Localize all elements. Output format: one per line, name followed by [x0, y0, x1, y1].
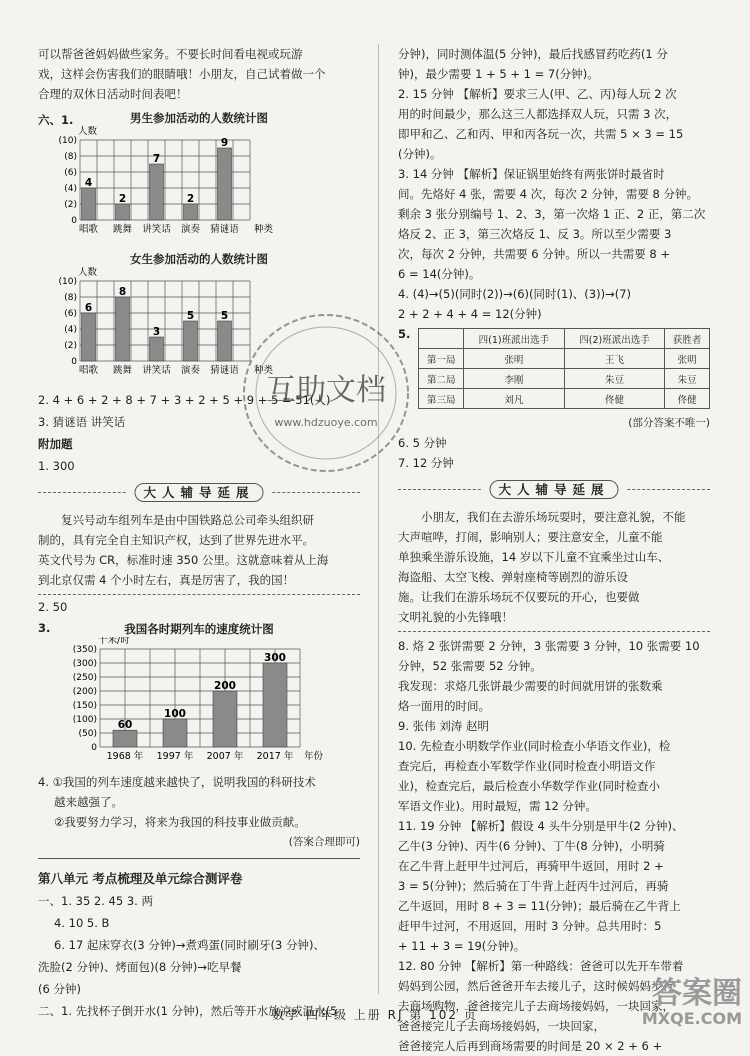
bonus-label: 附加题	[38, 437, 73, 451]
y-tick-label: (10)	[58, 136, 77, 146]
right-column	[398, 44, 710, 1056]
answer-12-line-3: 去商场购物，爸爸接完儿子去商场接妈妈，一块回家，	[398, 999, 674, 1013]
bar	[263, 663, 287, 747]
bar-value-label: 5	[186, 310, 195, 322]
answer-4-line-2: 2 + 2 + 4 + 4 = 12(分钟)	[398, 307, 542, 321]
table-cell: 张明	[665, 349, 710, 369]
table-cell: 朱豆	[665, 369, 710, 389]
x-tick-label: 2017 年	[256, 751, 294, 762]
bar	[184, 204, 198, 220]
bonus-3-label: 3.	[38, 621, 51, 635]
y-tick-label: (4)	[64, 184, 77, 194]
banner1-text-3: 英文代号为 CR，标准时速 350 公里。这就意味着从上海	[38, 553, 329, 567]
chart-train-speed	[38, 637, 338, 769]
table-header-cell: 四(2)班派出选手	[564, 329, 665, 349]
x-tick-label: 跳舞	[112, 224, 133, 235]
answer-2-line-4: (分钟)。	[398, 147, 442, 161]
bonus-4-line-1: 4. ①我国的列车速度越来越快了，说明我国的科研技术	[38, 775, 316, 789]
answer-12-line-2: 妈妈到公园，然后爸爸开车去接儿子，这时候妈妈步行	[398, 979, 674, 993]
table-cell: 第二局	[419, 369, 464, 389]
x-tick-label: 1968 年	[106, 751, 144, 762]
answer-12-line-1: 12. 80 分钟 【解析】第一种路线：爸爸可以先开车带着	[398, 959, 684, 973]
bar	[116, 297, 130, 361]
x-tick-label: 2007 年	[206, 751, 244, 762]
x-tick-label: 演奏	[180, 365, 201, 376]
answer-11-line-5: 乙牛返回，用时 8 + 3 = 11(分钟)；最后骑在乙牛背上	[398, 899, 681, 913]
y-tick-label: (100)	[72, 715, 97, 725]
bar-value-label: 2	[186, 193, 195, 205]
answer-2-line-2: 用的时间最少，那么这三人都选择双人玩，只需 3 次，	[398, 107, 678, 121]
section-six-label: 六、1.	[38, 113, 74, 127]
intro-line-2: 戏，这样会伤害我们的眼睛哦！小朋友，自己试着做一个	[38, 67, 326, 81]
answer-8-line-4: 烙一面用的时间。	[398, 699, 490, 713]
table-cell: 王飞	[564, 349, 665, 369]
answer-3-line-1: 3. 14 分钟 【解析】保证锅里始终有两张饼时最省时	[398, 167, 665, 181]
banner2-text-6: 文明礼貌的小先锋哦！	[398, 610, 513, 624]
table-cell: 张明	[464, 349, 565, 369]
bonus-4-line-3: ②我要努力学习，将来为我国的科技事业做贡献。	[54, 815, 306, 829]
table-row	[419, 389, 710, 409]
bar-value-label: 2	[118, 193, 127, 205]
stamp-main-text: 互助文档	[266, 373, 386, 408]
chart-girls-title: 女生参加活动的人数统计图	[130, 252, 268, 266]
bonus-4-line-2: 越来越强了。	[54, 795, 123, 809]
stamp-url-text: www.hdzuoye.com	[274, 416, 378, 429]
banner2-text-1: 小朋友，我们在去游乐场玩耍时，要注意礼貌，不能	[421, 510, 686, 524]
unit8-line-1: 一、1. 35 2. 45 3. 两	[38, 894, 153, 908]
bar-value-label: 8	[118, 286, 127, 298]
answer-5-note: (部分答案不唯一)	[628, 417, 710, 429]
answer-7: 7. 12 分钟	[398, 456, 454, 470]
bar	[113, 730, 137, 747]
banner2-text-5: 施。让我们在游乐场玩不仅要玩的开心，也要做	[398, 590, 640, 604]
x-tick-label: 猜谜语	[210, 224, 239, 235]
bar	[213, 691, 237, 747]
bar-value-label: 300	[264, 652, 286, 664]
x-tick-label: 猜谜语	[210, 365, 239, 376]
answer-8-line-1: 8. 烙 2 张饼需要 2 分钟，3 张需要 3 分钟，10 张需要 10	[398, 639, 700, 653]
answer-6: 6. 5 分钟	[398, 436, 447, 450]
x-tick-label: 讲笑话	[142, 365, 171, 376]
x-axis-label: 种类	[254, 224, 274, 235]
answer-11-line-6: 赶甲牛过河，不用返回，用时 3 分钟。总共用时：5	[398, 919, 662, 933]
y-tick-label: 0	[91, 743, 97, 753]
banner2-text-2: 大声喧哗，打闹，影响别人；要注意安全，儿童不能	[398, 530, 663, 544]
answer-11-line-1: 11. 19 分钟 【解析】假设 4 头牛分别是甲牛(2 分钟)、	[398, 819, 684, 833]
answer-six-3: 3. 猜谜语 讲笑话	[38, 415, 126, 429]
banner-extension-2-title: 大人辅导延展	[489, 480, 618, 499]
banner1-text-4: 到北京仅需 4 个小时左右，真是厉害了，我的国！	[38, 573, 295, 587]
answer-3-line-4: 烙反 2、正 3，第三次烙反 1、反 3。所以至少需要 3	[398, 227, 672, 241]
unit8-line-2: 4. 10 5. B	[54, 916, 110, 930]
bar-value-label: 60	[117, 719, 133, 732]
banner1-text-1: 复兴号动车组列车是由中国铁路总公司牵头组织研	[61, 513, 314, 527]
bar	[116, 204, 130, 220]
answer-3-line-2: 间。先烙好 4 张，需要 4 次，每次 2 分钟，需要 8 分钟。	[398, 187, 699, 201]
table-header-row	[419, 329, 710, 349]
bar-value-label: 5	[220, 310, 229, 322]
x-tick-label: 唱歌	[78, 224, 99, 235]
y-axis-label: 人数	[78, 267, 98, 278]
chart-boys-title: 男生参加活动的人数统计图	[130, 111, 268, 125]
watermark-small: MXQE.COM	[641, 1009, 742, 1028]
watermark-big: 答案圈	[652, 976, 742, 1011]
y-tick-label: (2)	[64, 200, 77, 210]
bar	[218, 148, 232, 220]
right-top-1: 分钟)，同时测体温(5 分钟)，最后找感冒药吃药(1 分	[398, 47, 668, 61]
y-axis-label: 人数	[78, 126, 98, 137]
unit8-line-4: 洗脸(2 分钟)、烤面包)(8 分钟)→吃早餐	[38, 960, 242, 974]
x-tick-label: 1997 年	[156, 751, 194, 762]
x-tick-label: 跳舞	[112, 365, 133, 376]
bar-value-label: 4	[84, 177, 93, 189]
answer-3-line-5: 次，每次 2 分钟，共需要 6 分钟。所以一共需要 8 +	[398, 247, 671, 261]
table-header-cell	[419, 329, 464, 349]
answer-12-line-4: 爸爸接完儿子去商场接妈妈，一块回家，	[398, 1019, 605, 1033]
page-footer: 数学 四年级 上册 RJ 第 102 页	[272, 1008, 478, 1022]
bar	[82, 313, 96, 361]
answer-11-line-7: + 11 + 3 = 19(分钟)。	[398, 939, 526, 953]
y-tick-label: (6)	[64, 168, 77, 178]
table-cell: 佟健	[564, 389, 665, 409]
answer-8-line-2: 分钟，52 张需要 52 分钟。	[398, 659, 542, 673]
answer-six-2: 2. 4 + 6 + 2 + 8 + 7 + 3 + 2 + 5 + 9 + 5 = 51(人)	[38, 393, 331, 407]
bonus-1: 1. 300	[38, 459, 75, 473]
y-tick-label: (200)	[72, 687, 97, 697]
table-header-cell: 四(1)班派出选手	[464, 329, 565, 349]
y-axis-label: 千米/时	[98, 637, 130, 646]
y-tick-label: (8)	[64, 293, 77, 303]
x-axis-label: 年份	[304, 751, 324, 762]
table-cell: 刘凡	[464, 389, 565, 409]
answer-11-line-3: 在乙牛背上赶甲牛过河后，再骑甲牛返回，用时 2 +	[398, 859, 664, 873]
y-tick-label: (300)	[72, 659, 97, 669]
table-cell: 朱豆	[564, 369, 665, 389]
y-tick-label: (2)	[64, 341, 77, 351]
chart-boys	[38, 126, 288, 244]
banner-extension-2	[398, 479, 710, 501]
y-tick-label: 0	[71, 357, 77, 367]
table-header-cell: 获胜者	[665, 329, 710, 349]
answer-10-line-2: 查完后，再检查小军数学作业(同时检查小明语文作	[398, 759, 656, 773]
answer-3-line-3: 剩余 3 张分别编号 1、2、3，第一次烙 1 正、2 正，第二次	[398, 207, 706, 221]
x-axis-label: 种类	[254, 365, 274, 376]
bar	[218, 321, 232, 361]
answer-9: 9. 张伟 刘涛 赵明	[398, 719, 489, 733]
banner1-text-2: 制的，具有完全自主知识产权，达到了世界先进水平。	[38, 533, 314, 547]
bar	[150, 337, 164, 361]
answer-10-line-1: 10. 先检查小明数学作业(同时检查小华语文作业)，检	[398, 739, 671, 753]
bar	[150, 164, 164, 220]
table-row	[419, 369, 710, 389]
answer-10-line-4: 军语文作业)。用时最短，需 12 分钟。	[398, 799, 597, 813]
answer-11-line-2: 乙牛(3 分钟)、丙牛(6 分钟)、丁牛(8 分钟)，小明骑	[398, 839, 665, 853]
x-tick-label: 演奏	[180, 224, 201, 235]
y-tick-label: 0	[71, 216, 77, 226]
column-divider	[378, 44, 379, 994]
y-tick-label: (8)	[64, 152, 77, 162]
y-tick-label: (50)	[78, 729, 97, 739]
y-tick-label: (10)	[58, 277, 77, 287]
bonus-4-note: (答案合理即可)	[288, 836, 360, 848]
match-table	[418, 328, 710, 409]
x-tick-label: 讲笑话	[142, 224, 171, 235]
chart-speed-title: 我国各时期列车的速度统计图	[124, 622, 274, 636]
banner-extension-1-title: 大人辅导延展	[134, 483, 263, 502]
x-tick-label: 唱歌	[78, 365, 99, 376]
table-cell: 第一局	[419, 349, 464, 369]
unit8-title: 第八单元 考点梳理及单元综合测评卷	[38, 871, 243, 886]
y-tick-label: (4)	[64, 325, 77, 335]
bar-value-label: 6	[84, 302, 93, 314]
unit8-line-3: 6. 17 起床穿衣(3 分钟)→煮鸡蛋(同时刷牙(3 分钟)、	[54, 938, 325, 952]
bar-value-label: 200	[214, 680, 236, 692]
banner2-text-4: 海盗船、太空飞梭、弹射座椅等剧烈的游乐设	[398, 570, 628, 584]
y-tick-label: (6)	[64, 309, 77, 319]
y-tick-label: (150)	[72, 701, 97, 711]
bar	[184, 321, 198, 361]
bar-value-label: 9	[220, 137, 229, 149]
table-cell: 第三局	[419, 389, 464, 409]
left-column	[38, 44, 360, 1023]
bar	[163, 719, 187, 747]
bar	[82, 188, 96, 220]
banner-extension-1	[38, 482, 360, 504]
hdzuoye-stamp	[236, 308, 416, 478]
table-row	[419, 349, 710, 369]
table-cell: 佟健	[665, 389, 710, 409]
bar-value-label: 3	[152, 326, 161, 338]
y-tick-label: (250)	[72, 673, 97, 683]
answer-12-line-5: 爸爸接完人后再到商场需要的时间是 20 × 2 + 6 +	[398, 1039, 663, 1053]
answer-4-line-1: 4. (4)→(5)(同时(2))→(6)(同时(1)、(3))→(7)	[398, 287, 632, 301]
banner2-text-3: 单独乘坐游乐设施，14 岁以下儿童不宜乘坐过山车、	[398, 550, 670, 564]
bar-value-label: 7	[152, 153, 161, 165]
answer-11-line-4: 3 = 5(分钟)；然后骑在丁牛背上赶丙牛过河后，再骑	[398, 879, 669, 893]
answer-8-line-3: 我发现：求烙几张饼最少需要的时间就用饼的张数乘	[398, 679, 663, 693]
y-tick-label: (350)	[72, 645, 97, 655]
unit8-line-6: 二、1. 先找杯子倒开水(1 分钟)，然后等开水放凉成温水(5	[38, 1004, 338, 1018]
answer-3-line-6: 6 = 14(分钟)。	[398, 267, 481, 281]
unit8-line-5: (6 分钟)	[38, 982, 81, 996]
bonus-2: 2. 50	[38, 600, 68, 614]
answer-2-line-1: 2. 15 分钟 【解析】要求三人(甲、乙、丙)每人玩 2 次	[398, 87, 677, 101]
bar-value-label: 100	[164, 708, 186, 720]
answer-2-line-3: 即甲和乙、乙和丙、甲和丙各玩一次，共需 5 × 3 = 15	[398, 127, 684, 141]
table-cell: 李刚	[464, 369, 565, 389]
answer-10-line-3: 业)，检查完后，最后检查小华数学作业(同时检查小	[398, 779, 660, 793]
answer-5-label: 5.	[398, 327, 411, 341]
right-top-2: 钟)，最少需要 1 + 5 + 1 = 7(分钟)。	[398, 67, 599, 81]
intro-line-1: 可以帮爸爸妈妈做些家务。不要长时间看电视或玩游	[38, 47, 303, 61]
intro-line-3: 合理的双休日活动时间表吧！	[38, 87, 188, 101]
